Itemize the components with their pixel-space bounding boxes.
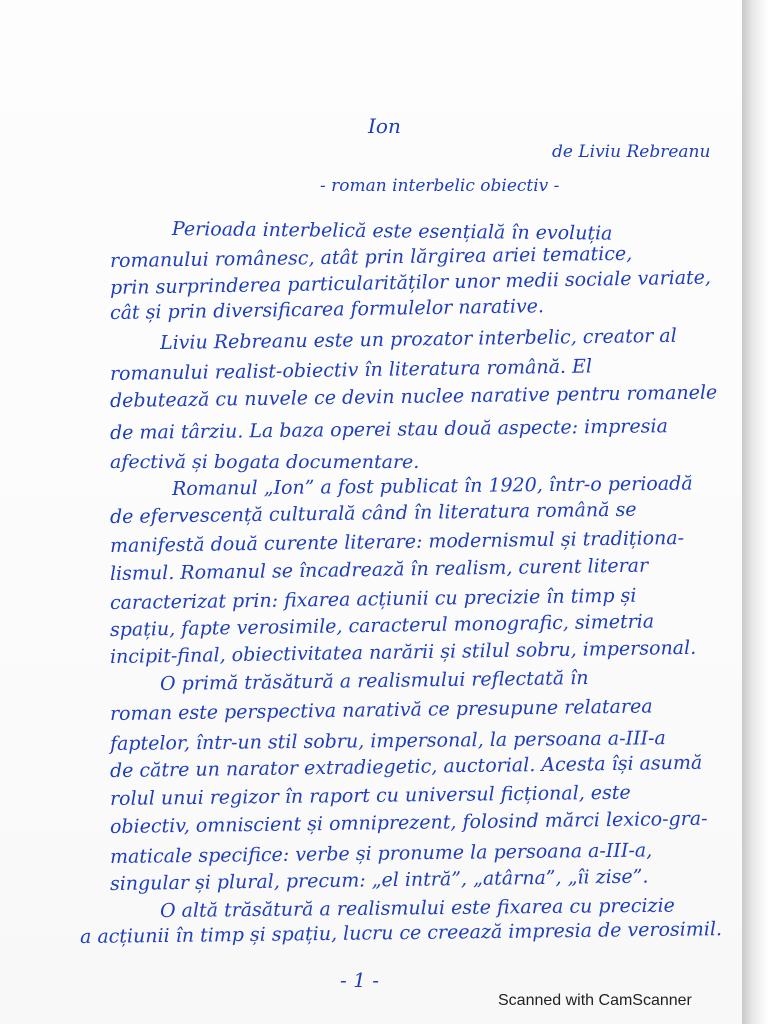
text-line: faptelor, într-un stil sobru, impersonal, la persoana a-III-a: [109, 727, 666, 755]
text-line: rolul unui regizor în raport cu universul ficțional, este: [109, 781, 631, 810]
text-line: Liviu Rebreanu este un prozator interbelic, creator al: [159, 324, 677, 354]
text-line: afectivă și bogata documentare.: [110, 451, 420, 473]
text-line: cât și prin diversificarea formulelor narative.: [109, 295, 545, 324]
text-line: de efervescență culturală când în literatura română se: [109, 498, 637, 528]
text-line: debutează cu nuvele ce devin nuclee narative pentru romanele: [109, 381, 718, 412]
text-line: O altă trăsătură a realismului este fixarea cu precizie: [159, 894, 675, 922]
text-line: Romanul „Ion” a fost publicat în 1920, într-o perioadă: [171, 472, 693, 500]
paper-edge-shadow: [742, 0, 768, 1024]
text-line: de mai târziu. La baza operei stau două aspecte: impresia: [109, 415, 668, 444]
text-line: roman este perspectiva narativă ce presupune relatarea: [109, 695, 653, 725]
text-line: romanului românesc, atât prin lărgirea ariei tematice,: [109, 242, 633, 272]
page-number: - 1 -: [340, 968, 379, 992]
document-subtitle: - roman interbelic obiectiv -: [320, 176, 560, 196]
text-line: spațiu, fapte verosimile, caracterul monografic, simetria: [109, 610, 655, 641]
text-line: a acțiunii în timp și spațiu, lucru ce creează impresia de verosimil.: [79, 918, 723, 948]
text-line: O primă trăsătură a realismului reflectată în: [159, 667, 589, 695]
text-line: singular și plural, precum: „el intră”, „atârna”, „îi zise”.: [109, 865, 649, 895]
text-line: lismul. Romanul se încadrează în realism, curent literar: [109, 554, 649, 585]
camscanner-watermark: Scanned with CamScanner: [498, 992, 692, 1009]
text-line: manifestă două curente literare: modernismul și tradiționa-: [109, 526, 685, 557]
document-author: de Liviu Rebreanu: [552, 142, 711, 162]
text-line: romanului realist-obiectiv în literatura română. El: [109, 355, 593, 385]
text-line: maticale specifice: verbe și pronume la persoana a-III-a,: [109, 839, 653, 868]
document-title: Ion: [368, 114, 401, 138]
text-line: caracterizat prin: fixarea acțiunii cu precizie în timp și: [109, 584, 637, 614]
text-line: Perioada interbelică este esențială în evoluția: [171, 218, 613, 245]
text-line: de către un narator extradiegetic, auctorial. Acesta își asumă: [109, 751, 703, 782]
text-line: prin surprinderea particularităților unor medii sociale variate,: [109, 266, 712, 299]
text-line: incipit-final, obiectivitatea narării și stilul sobru, impersonal.: [109, 636, 697, 668]
text-line: obiectiv, omniscient și omniprezent, folosind mărci lexico-gra-: [109, 807, 708, 838]
